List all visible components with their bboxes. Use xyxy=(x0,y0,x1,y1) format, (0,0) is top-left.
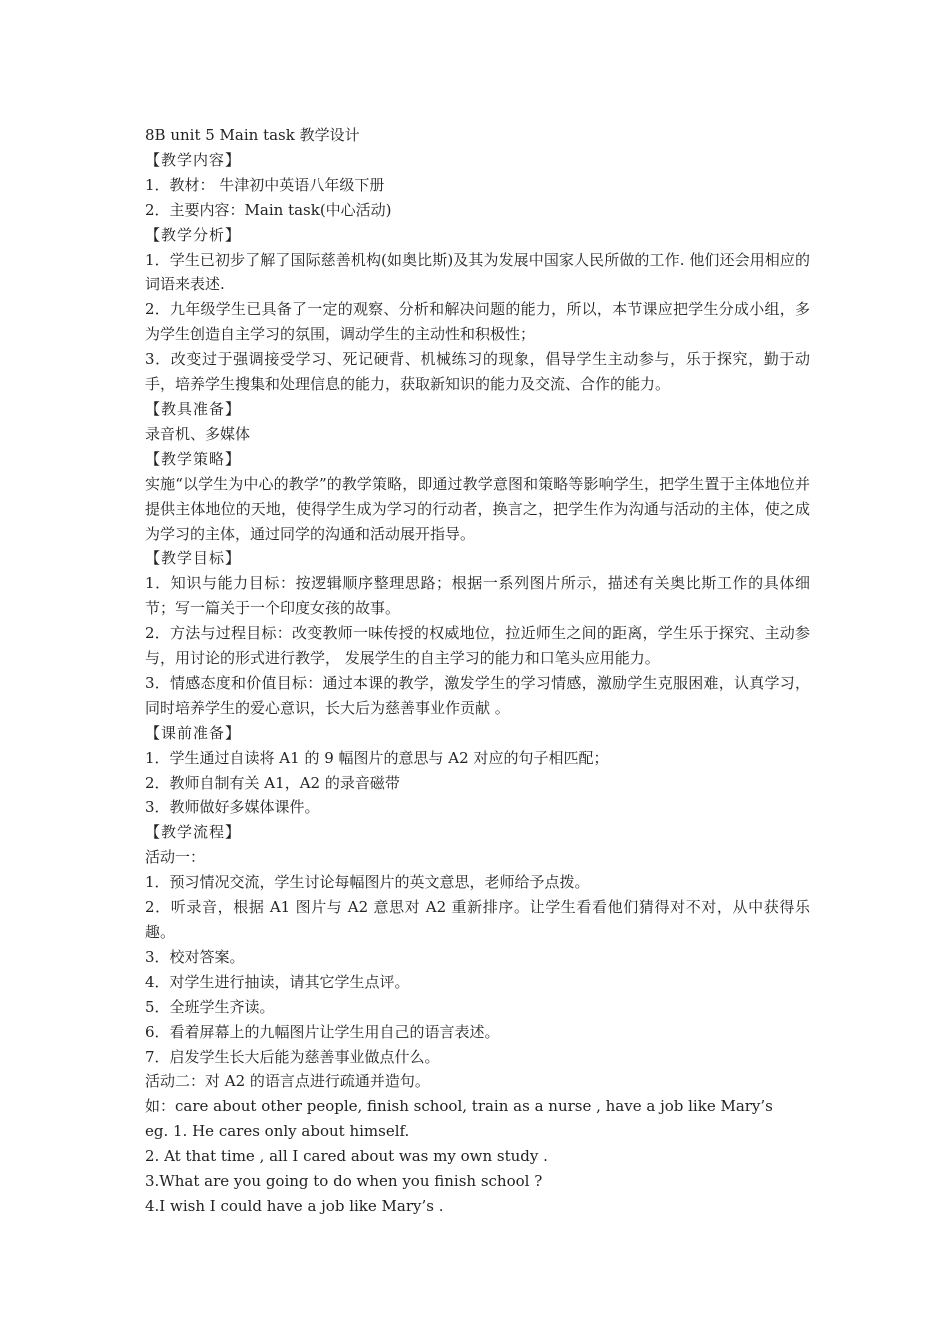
document-title: 8B unit 5 Main task 教学设计 xyxy=(145,126,360,144)
section-heading: 【教具准备】 xyxy=(145,399,242,418)
paragraph: 7．启发学生长大后能为慈善事业做点什么。 xyxy=(145,1047,440,1066)
paragraph: 活动二：对 A2 的语言点进行疏通并造句。 xyxy=(145,1072,430,1091)
document-page xyxy=(145,123,810,1219)
paragraph: 2．九年级学生已具备了一定的观察、分析和解决问题的能力，所以，本节课应把学生分成小组，多为学生创造自主学习的氛围，调动学生的主动性和积极性； xyxy=(145,300,810,344)
paragraph: 2．教师自制有关 A1，A2 的录音磁带 xyxy=(145,773,400,792)
paragraph: eg. 1. He cares only about himself. xyxy=(145,1122,410,1141)
paragraph: 活动一： xyxy=(145,848,206,867)
section-heading: 【教学策略】 xyxy=(145,449,242,468)
section-heading: 【教学目标】 xyxy=(145,549,242,568)
document-body xyxy=(145,148,810,1219)
section-heading: 【课前准备】 xyxy=(145,723,242,742)
paragraph: 1．教材： 牛津初中英语八年级下册 xyxy=(145,175,385,194)
paragraph: 2．方法与过程目标：改变教师一味传授的权威地位，拉近师生之间的距离，学生乐于探究、主动参与，用讨论的形式进行教学， 发展学生的自主学习的能力和口笔头应用能力。 xyxy=(145,624,810,668)
section-heading: 【教学内容】 xyxy=(145,150,242,169)
paragraph: 4．对学生进行抽读，请其它学生点评。 xyxy=(145,972,410,991)
paragraph: 录音机、多媒体 xyxy=(145,424,251,443)
paragraph: 3．改变过于强调接受学习、死记硬背、机械练习的现象，倡导学生主动参与，乐于探究，勤于动手，培养学生搜集和处理信息的能力，获取新知识的能力及交流、合作的能力。 xyxy=(145,350,810,394)
paragraph: 如：care about other people, finish school, train as a nurse , have a job like Mary’s xyxy=(145,1097,773,1116)
paragraph: 1．学生通过自读将 A1 的 9 幅图片的意思与 A2 对应的句子相匹配； xyxy=(145,748,609,767)
paragraph: 3．校对答案。 xyxy=(145,947,245,966)
paragraph: 1．知识与能力目标：按逻辑顺序整理思路；根据一系列图片所示，描述有关奥比斯工作的具体细节；写一篇关于一个印度女孩的故事。 xyxy=(145,574,810,618)
paragraph: 2．主要内容：Main task(中心活动) xyxy=(145,200,392,219)
paragraph: 1．学生已初步了解了国际慈善机构(如奥比斯)及其为发展中国家人民所做的工作. 他们还会用相应的词语来表述. xyxy=(145,250,810,294)
paragraph: 2．听录音，根据 A1 图片与 A2 意思对 A2 重新排序。让学生看看他们猜得对不对，从中获得乐趣。 xyxy=(145,898,810,941)
section-heading: 【教学分析】 xyxy=(145,225,242,244)
paragraph: 实施“以学生为中心的教学”的教学策略，即通过教学意图和策略等影响学生，把学生置于主体地位并提供主体地位的天地，使得学生成为学习的行动者，换言之，把学生作为沟通与活动的主体，使之成为学习的主体，通过同学的沟通和活动展开指导。 xyxy=(145,474,810,543)
paragraph: 2. At that time , all I cared about was my own study . xyxy=(145,1147,548,1166)
paragraph: 3.What are you going to do when you finish school ? xyxy=(145,1172,543,1191)
paragraph: 3．教师做好多媒体课件。 xyxy=(145,798,320,817)
paragraph: 3．情感态度和价值目标：通过本课的教学，激发学生的学习情感，激励学生克服困难，认真学习，同时培养学生的爱心意识，长大后为慈善事业作贡献 。 xyxy=(145,673,810,717)
section-heading: 【教学流程】 xyxy=(145,823,242,842)
paragraph: 1．预习情况交流，学生讨论每幅图片的英文意思，老师给予点拨。 xyxy=(145,873,590,892)
paragraph: 4.I wish I could have a job like Mary’s . xyxy=(145,1196,444,1215)
paragraph: 5．全班学生齐读。 xyxy=(145,997,275,1016)
paragraph: 6．看着屏幕上的九幅图片让学生用自己的语言表述。 xyxy=(145,1022,500,1041)
